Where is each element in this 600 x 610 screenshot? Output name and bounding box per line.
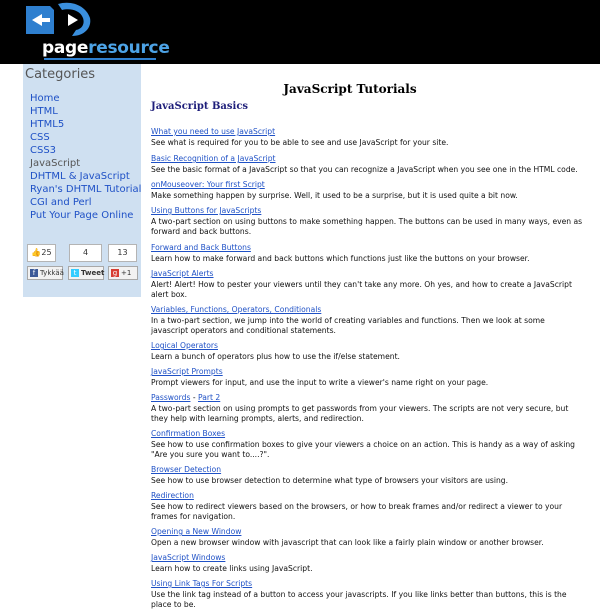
tutorial-entry — [151, 385, 583, 424]
tutorial-description: Learn how to create links using JavaScript. — [151, 564, 313, 573]
tutorial-description: A two-part section on using prompts to get passwords from your viewers. The scripts are not very secure, but they help with learning prompts, alerts, and redirection. — [151, 404, 569, 423]
sidebar-item — [30, 89, 141, 102]
tutorial-link[interactable]: JavaScript Windows — [151, 553, 226, 562]
tutorial-entry — [151, 146, 583, 175]
tweet-count: 4 — [82, 248, 89, 257]
sidebar-item — [30, 102, 141, 115]
sidebar-link[interactable]: CSS — [30, 132, 50, 143]
tutorial-link[interactable]: Redirection — [151, 491, 194, 500]
thumbs-up-icon: 👍 — [31, 248, 42, 257]
tutorial-link[interactable]: onMouseover: Your first Script — [151, 180, 265, 189]
tutorial-description: Learn how to make forward and back buttons which functions just like the buttons on your browser. — [151, 254, 530, 263]
tutorial-entry — [151, 261, 583, 300]
tutorial-entry — [151, 519, 583, 548]
tutorial-link[interactable]: Forward and Back Buttons — [151, 243, 251, 252]
site-header — [0, 0, 600, 64]
tutorial-description: Open a new browser window with javascript that can look like a fairly plain window or another browser. — [151, 538, 544, 547]
tweet-button[interactable] — [68, 266, 104, 280]
tutorial-description: See how to use confirmation boxes to give your viewers a choice on an action. This is handy as a way of asking "Are you sure you want to....?". — [151, 440, 575, 459]
sidebar-link[interactable]: HTML — [30, 106, 58, 117]
like-count: 25 — [41, 248, 52, 257]
tweet-count-box — [69, 244, 102, 262]
tutorial-link[interactable]: JavaScript Alerts — [151, 269, 214, 278]
tutorial-entry — [151, 457, 583, 486]
tutorial-description: See what is required for you to be able to see and use JavaScript for your site. — [151, 138, 449, 147]
tutorial-link[interactable]: Passwords — [151, 393, 191, 402]
like-label: Tykkää — [40, 269, 64, 277]
tutorial-entry — [151, 545, 583, 574]
sidebar-link[interactable]: Ryan's DHTML Tutorial — [30, 184, 142, 195]
twitter-icon: t — [71, 269, 79, 277]
tutorial-description: See the basic format of a JavaScript so that you can recognize a JavaScript when you see one in the HTML code. — [151, 165, 578, 174]
tutorial-entry — [151, 297, 583, 336]
section-title: JavaScript Basics — [151, 101, 249, 112]
tweet-label: Tweet — [81, 269, 105, 277]
logo-underline — [44, 58, 156, 60]
link-separator: - — [190, 393, 199, 402]
tutorial-link[interactable]: Using Buttons for JavaScripts — [151, 206, 262, 215]
tutorial-link[interactable]: Basic Recognition of a JavaScript — [151, 154, 276, 163]
tutorial-link[interactable]: Browser Detection — [151, 465, 222, 474]
tutorial-entry — [151, 235, 583, 264]
tutorial-entry — [151, 333, 583, 362]
tutorial-entry — [151, 571, 583, 610]
tutorial-link[interactable]: What you need to use JavaScript — [151, 127, 276, 136]
sidebar — [23, 64, 141, 297]
sidebar-title: Categories — [25, 67, 96, 82]
sidebar-item — [30, 154, 141, 167]
facebook-icon: f — [30, 269, 38, 277]
sidebar-item — [30, 180, 141, 193]
plus-label: +1 — [121, 269, 132, 277]
logo-wordmark: pageresource — [42, 38, 170, 58]
facebook-like-button[interactable] — [27, 266, 63, 280]
sidebar-nav — [30, 89, 141, 219]
google-plus-button[interactable] — [108, 266, 138, 280]
sidebar-item — [30, 128, 141, 141]
sidebar-link[interactable]: Home — [30, 93, 60, 104]
tutorial-entry — [151, 172, 583, 201]
google-plus-icon: g — [112, 269, 118, 277]
tutorial-description: Use the link tag instead of a button to access your javascripts. If you like links better than buttons, this is the place to be. — [151, 590, 567, 609]
tutorial-entry — [151, 119, 583, 148]
tutorial-entry — [151, 421, 583, 460]
sidebar-item — [30, 115, 141, 128]
tutorial-description: Learn a bunch of operators plus how to use the if/else statement. — [151, 352, 400, 361]
sidebar-link[interactable]: CSS3 — [30, 145, 57, 156]
plus-count-box — [108, 244, 137, 262]
sidebar-link[interactable]: Put Your Page Online — [30, 210, 134, 221]
tutorial-description: Alert! Alert! How to pester your viewers until they can't take any more. Oh yes, and how to create a JavaScript alert box. — [151, 280, 572, 299]
sidebar-item — [30, 141, 141, 154]
tutorial-entry — [151, 483, 583, 522]
tutorial-link[interactable]: Confirmation Boxes — [151, 429, 226, 438]
site-logo[interactable] — [20, 0, 170, 62]
sidebar-link[interactable]: DHTML & JavaScript — [30, 171, 130, 182]
sidebar-link[interactable]: JavaScript — [30, 158, 81, 169]
logo-arrows-icon — [20, 0, 140, 40]
like-count-box — [27, 244, 56, 262]
tutorial-link[interactable]: Opening a New Window — [151, 527, 242, 536]
tutorial-link[interactable]: Logical Operators — [151, 341, 218, 350]
sidebar-item — [30, 206, 141, 219]
tutorial-link[interactable]: Variables, Functions, Operators, Conditionals — [151, 305, 322, 314]
tutorial-description: A two-part section on using buttons to make something happen. The buttons can be used in many ways, even as forward and back buttons. — [151, 217, 583, 236]
tutorial-link-part2[interactable]: Part 2 — [198, 393, 221, 402]
tutorial-description: See how to redirect viewers based on the browsers, or how to break frames and/or redirect a viewer to your frames for navigation. — [151, 502, 563, 521]
tutorial-link[interactable]: JavaScript Prompts — [151, 367, 223, 376]
tutorial-link[interactable]: Using Link Tags For Scripts — [151, 579, 253, 588]
tutorial-description: Prompt viewers for input, and use the input to write a viewer's name right on your page. — [151, 378, 489, 387]
sidebar-item — [30, 167, 141, 180]
tutorial-entry — [151, 198, 583, 237]
tutorial-description: Make something happen by surprise. Well, it used to be a surprise, but it is used quite a bit now. — [151, 191, 518, 200]
sidebar-link[interactable]: CGI and Perl — [30, 197, 92, 208]
sidebar-link[interactable]: HTML5 — [30, 119, 65, 130]
page-title: JavaScript Tutorials — [283, 82, 417, 96]
tutorial-description: See how to use browser detection to determine what type of browsers your visitors are using. — [151, 476, 509, 485]
tutorial-description: In a two-part section, we jump into the world of creating variables and functions. Then we look at some javascript operators and conditional statements. — [151, 316, 545, 335]
tutorial-entry — [151, 359, 583, 388]
plus-count: 13 — [117, 248, 128, 257]
